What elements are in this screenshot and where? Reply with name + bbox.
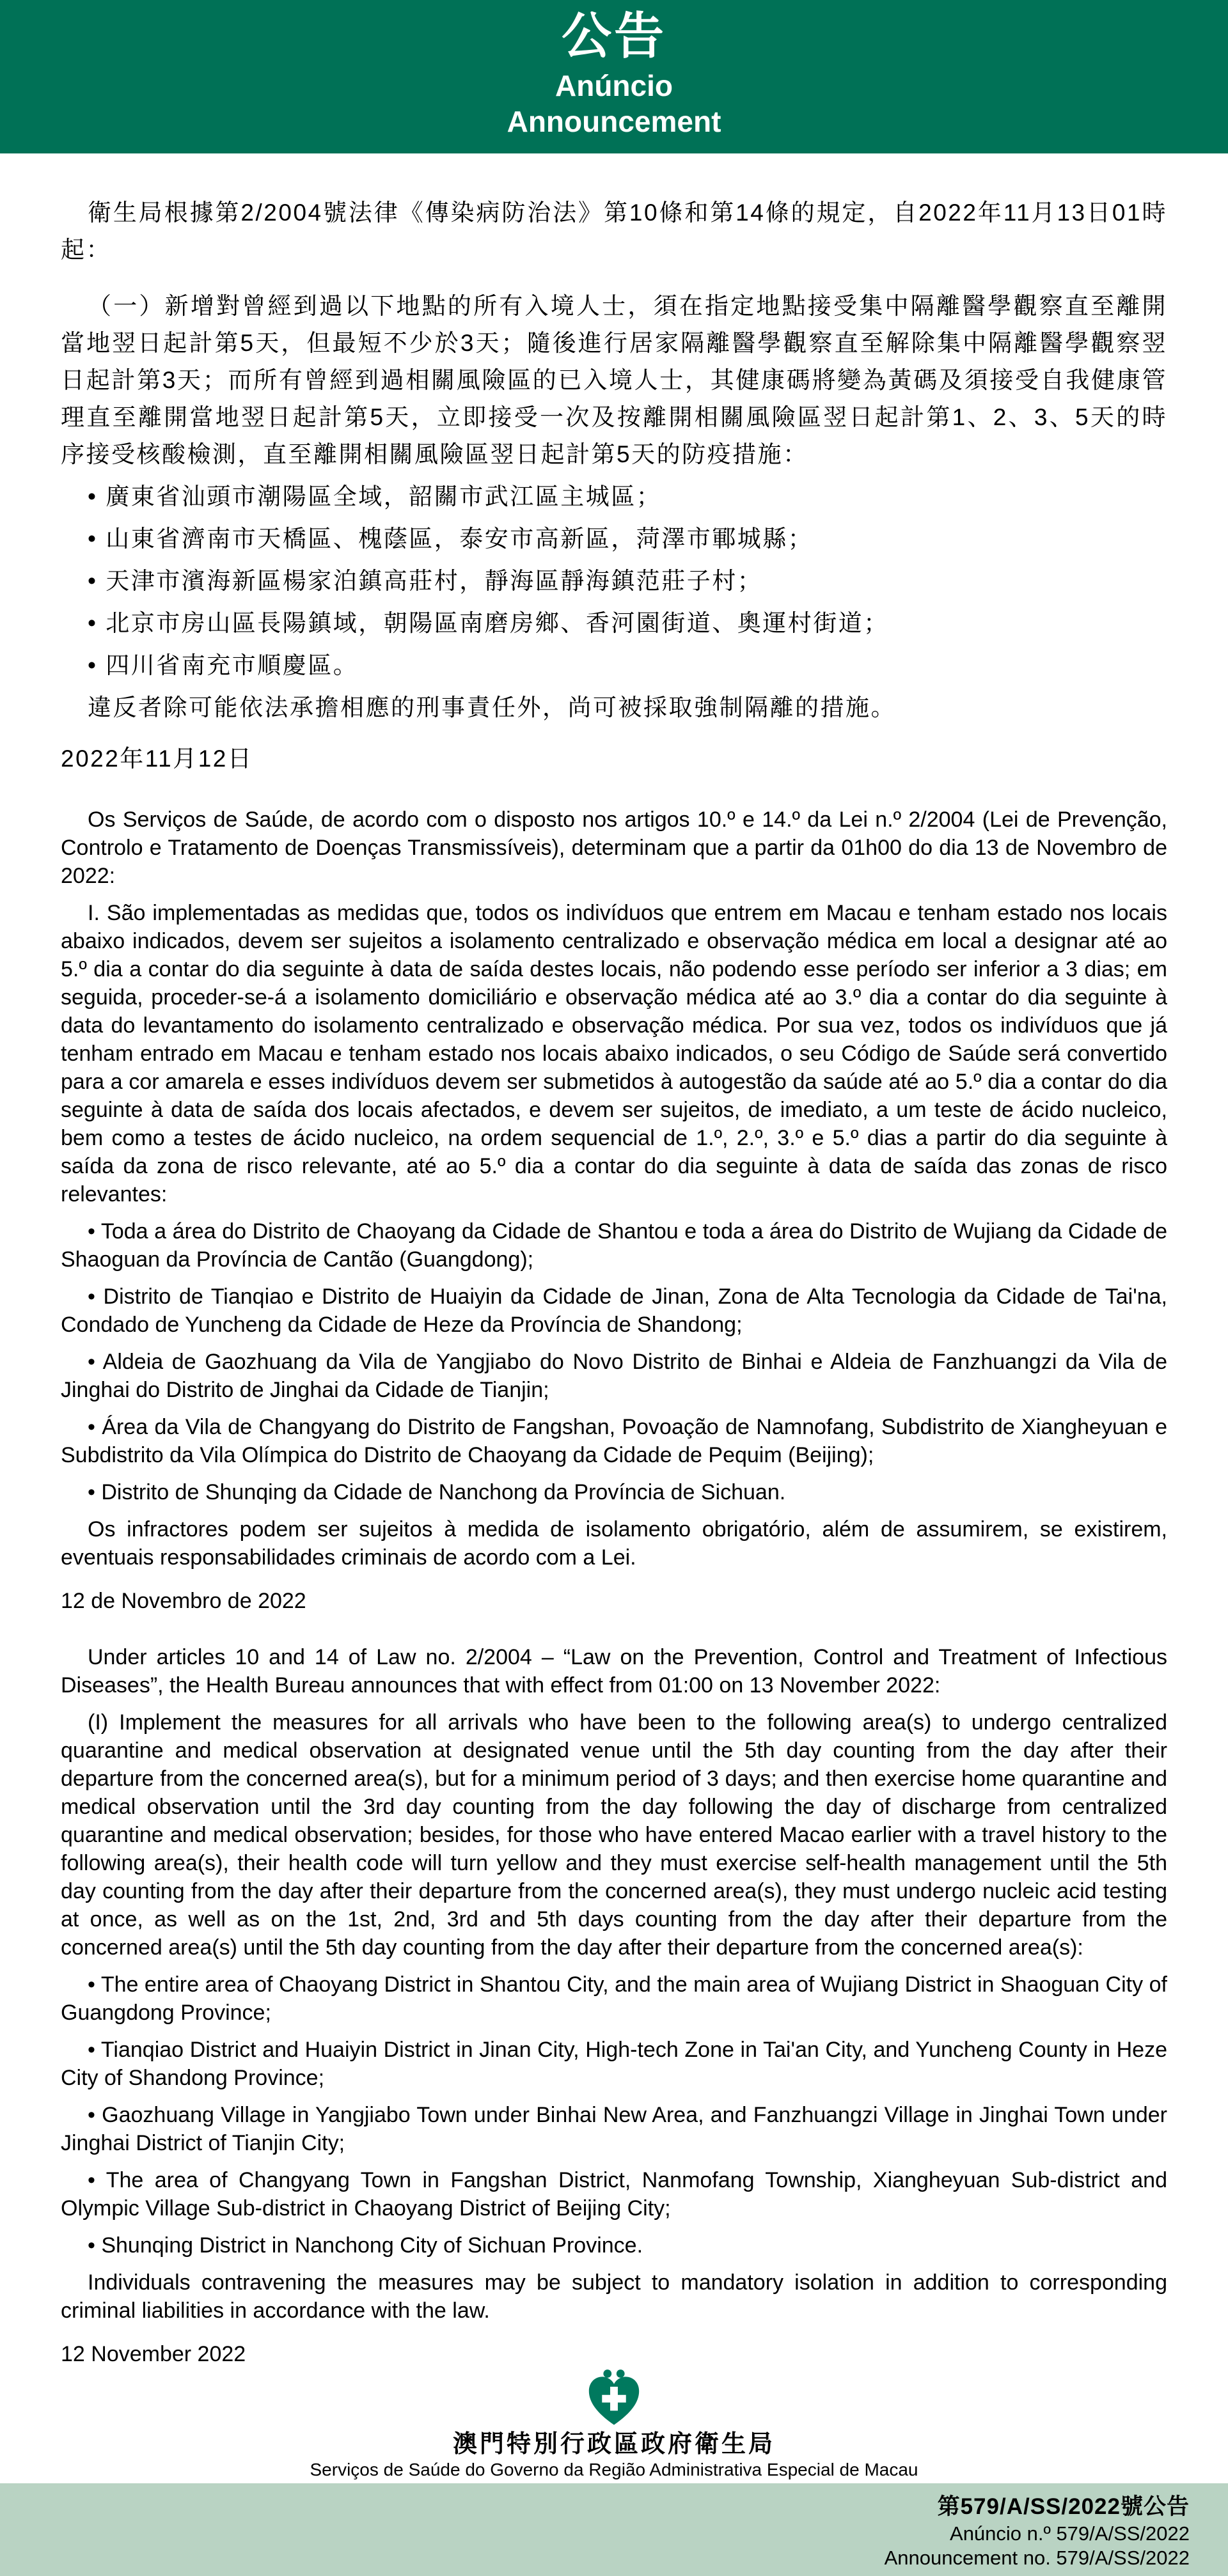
banner-title-en: Announcement [507, 105, 721, 138]
section-english [61, 1643, 1167, 2368]
bureau-name-pt: Serviços de Saúde do Governo da Região Administrativa Especial de Macau [310, 2460, 918, 2479]
announcement-body [0, 153, 1228, 2368]
en-area-item-shandong: • Tianqiao District and Huaiyin District in Jinan City, High-tech Zone in Tai'an City, and Yuncheng County in Heze City of Shandong Province; [61, 2038, 1167, 2090]
pt-area-item-sichuan: • Distrito de Shunqing da Cidade de Nanchong da Província de Sichuan. [88, 1480, 786, 1504]
zh-area-item-guangdong: • 廣東省汕頭市潮陽區全域，韶關市武江區主城區； [88, 483, 662, 510]
health-bureau-heart-cross-icon [586, 2368, 642, 2427]
health-bureau-identity [0, 2368, 1228, 2483]
zh-area-item-tianjin: • 天津市濱海新區楊家泊鎮高莊村，靜海區靜海鎮范莊子村； [88, 568, 763, 594]
pt-measures-paragraph: I. São implementadas as medidas que, todos os indivíduos que entrem em Macau e tenham estado nos locais abaixo indicados, devem ser sujeitos a isolamento centralizado e observação médica em local a designar até ao 5.º dia a contar do dia seguinte à data de saída destes locais, não podendo esse período ser inferior a 3 dias; em seguida, proceder-se-á a isolamento domiciliário e observação médica até ao 3.º dia a contar do dia seguinte à data do levantamento do isolamento centralizado e observação médica. Por sua vez, todos os indivíduos que já tenham entrado em Macau e tenham estado nos locais abaixo indicados, o seu Código de Saúde será convertido para a cor amarela e esses indivíduos devem ser submetidos à autogestão da saúde até ao 5.º dia a contar do dia seguinte à data de saída dos locais afectados, e devem ser sujeitos, de imediato, a um teste de ácido nucleico, bem como a testes de ácido nucleico, na ordem sequencial de 1.º, 2.º, 3.º e 5.º dias a partir do dia seguinte à saída da zona de risco relevante, até ao 5.º dia a contar do dia seguinte à data de saída das zonas de risco relevantes: [61, 901, 1167, 1206]
en-penalty-paragraph: Individuals contravening the measures may be subject to mandatory isolation in addition to corresponding criminal liabilities in accordance with the law. [61, 2270, 1167, 2323]
zh-measures-paragraph: （一）新增對曾經到過以下地點的所有入境人士，須在指定地點接受集中隔離醫學觀察直至離開當地翌日起計第5天，但最短不少於3天；隨後進行居家隔離醫學觀察直至解除集中隔離醫學觀察翌日起計第3天；而所有曾經到過相關風險區的已入境人士，其健康碼將變為黃碼及須接受自我健康管理直至離開當地翌日起計第5天，立即接受一次及按離開相關風險區翌日起計第1、2、3、5天的時序接受核酸檢測，直至離開相關風險區翌日起計第5天的防疫措施： [61, 293, 1167, 467]
announcement-banner [0, 0, 1228, 153]
footer [0, 2368, 1228, 2576]
zh-penalty-paragraph: 違反者除可能依法承擔相應的刑事責任外，尚可被採取強制隔離的措施。 [88, 694, 896, 721]
zh-area-item-sichuan: • 四川省南充市順慶區。 [88, 652, 359, 678]
announcement-number-pt: Anúncio n.º 579/A/SS/2022 [950, 2522, 1190, 2545]
bureau-name-zh: 澳門特別行政區政府衛生局 [452, 2431, 775, 2458]
pt-area-item-shandong: • Distrito de Tianqiao e Distrito de Huaiyin da Cidade de Jinan, Zona de Alta Tecnologia da Cidade de Tai'na, Condado de Yuncheng da Cidade de Heze da Província de Shandong; [61, 1284, 1167, 1337]
en-date: 12 November 2022 [61, 2342, 246, 2366]
en-area-item-tianjin: • Gaozhuang Village in Yangjiabo Town under Binhai New Area, and Fanzhuangzi Village in Jinghai Town under Jinghai District of Tianjin City; [61, 2103, 1167, 2155]
en-measures-paragraph: (I) Implement the measures for all arrivals who have been to the following area(s) to undergo centralized quarantine and medical observation at designated venue until the 5th day counting from the day after their departure from the concerned area(s), but for a minimum period of 3 days; and then exercise home quarantine and medical observation until the 3rd day counting from the day following the day of discharge from centralized quarantine and medical observation; besides, for those who have entered Macao earlier with a travel history to the following area(s), their health code will turn yellow and they must exercise self-health management until the 5th day counting from the day after their departure from the concerned area(s), they must undergo nucleic acid testing at once, as well as on the 1st, 2nd, 3rd and 5th days counting from the day after their departure from the concerned area(s) until the 5th day counting from the day after their departure from the concerned area(s): [61, 1710, 1167, 1960]
pt-area-item-guangdong: • Toda a área do Distrito de Chaoyang da Cidade de Shantou e toda a área do Distrito de Wujiang da Cidade de Shaoguan da Província de Cantão (Guangdong); [61, 1219, 1167, 1272]
en-area-item-guangdong: • The entire area of Chaoyang District in Shantou City, and the main area of Wujiang District in Shaoguan City of Guangdong Province; [61, 1972, 1167, 2025]
zh-area-item-beijing: • 北京市房山區長陽鎮域，朝陽區南磨房鄉、香河園街道、奧運村街道； [88, 610, 889, 636]
en-area-item-beijing: • The area of Changyang Town in Fangshan District, Nanmofang Township, Xiangheyuan Sub-district and Olympic Village Sub-district in Chaoyang District of Beijing City; [61, 2168, 1167, 2221]
zh-date: 2022年11月12日 [61, 745, 253, 772]
pt-area-item-tianjin: • Aldeia de Gaozhuang da Vila de Yangjiabo do Novo Distrito de Binhai e Aldeia de Fanzhuangzi da Vila de Jinghai do Distrito de Jinghai da Cidade de Tianjin; [61, 1350, 1167, 1402]
section-chinese [61, 194, 1167, 777]
section-portuguese [61, 806, 1167, 1615]
pt-penalty-paragraph: Os infractores podem ser sujeitos à medida de isolamento obrigatório, além de assumirem, se existirem, eventuais responsabilidades criminais de acordo com a Lei. [61, 1517, 1167, 1570]
zh-intro-paragraph: 衛生局根據第2/2004號法律《傳染病防治法》第10條和第14條的規定，自2022年11月13日01時起： [61, 199, 1167, 263]
en-intro-paragraph: Under articles 10 and 14 of Law no. 2/2004 – “Law on the Prevention, Control and Treatment of Infectious Diseases”, the Health Bureau announces that with effect from 01:00 on 13 November 2022: [61, 1645, 1167, 1698]
banner-title-pt: Anúncio [555, 69, 673, 102]
banner-title-zh: 公告 [561, 8, 666, 64]
pt-date: 12 de Novembro de 2022 [61, 1589, 306, 1613]
announcement-number-en: Announcement no. 579/A/SS/2022 [884, 2547, 1190, 2569]
en-area-item-sichuan: • Shunqing District in Nanchong City of Sichuan Province. [88, 2233, 643, 2258]
announcement-number-zh: 第579/A/SS/2022號公告 [937, 2494, 1190, 2519]
reference-band [0, 2483, 1228, 2576]
pt-intro-paragraph: Os Serviços de Saúde, de acordo com o disposto nos artigos 10.º e 14.º da Lei n.º 2/2004 (Lei de Prevenção, Controlo e Tratamento de Doenças Transmissíveis), determinam que a partir da 01h00 do dia 13 de Novembro de 2022: [61, 808, 1167, 888]
pt-area-item-beijing: • Área da Vila de Changyang do Distrito de Fangshan, Povoação de Namnofang, Subdistrito de Xiangheyuan e Subdistrito da Vila Olímpica do Distrito de Chaoyang da Cidade de Pequim (Beijing); [61, 1415, 1167, 1467]
zh-area-item-shandong: • 山東省濟南市天橋區、槐蔭區，泰安市高新區，菏澤市鄆城縣； [88, 526, 814, 552]
